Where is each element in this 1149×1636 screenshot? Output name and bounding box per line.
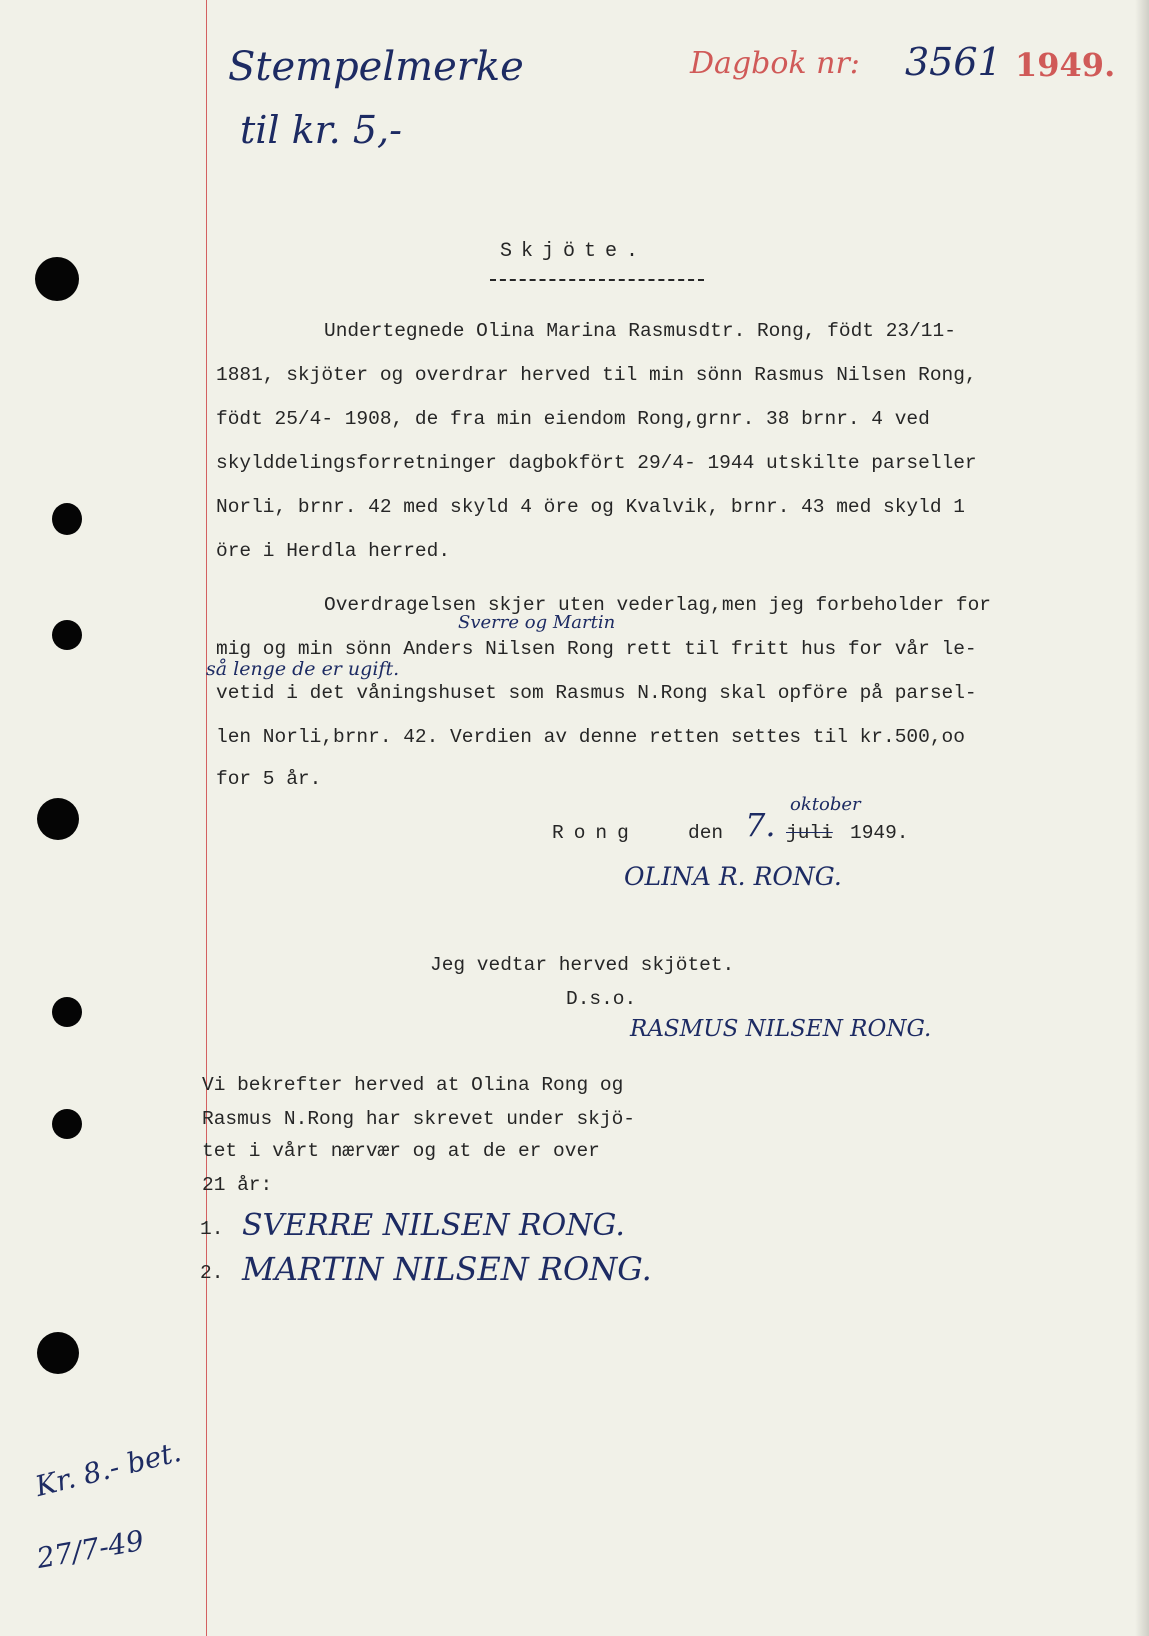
paragraph1-line: öre i Herdla herred. [216,540,451,562]
witness-line: tet i vårt nærvær og at de er over [202,1140,600,1162]
fee-note-line2: 27/7-49 [34,1523,147,1575]
dso-line: D.s.o. [566,988,637,1010]
binder-hole [52,503,82,535]
date-den: den [688,822,724,844]
paragraph2-line: vetid i det våningshuset som Rasmus N.Rong skal opföre på parsel- [216,682,977,704]
fee-note-line1: Kr. 8.- bet. [32,1434,185,1503]
binder-hole [52,1109,82,1139]
insert-saalenge: så lenge de er ugift. [206,658,400,680]
insert-sverre-martin: Sverre og Martin [458,612,616,633]
paragraph2-line: for 5 år. [216,768,322,790]
paragraph1-line: skylddelingsforretninger dagbokfört 29/4- 1944 utskilte parseller [216,452,977,474]
accept-line: Jeg vedtar herved skjötet. [430,954,735,976]
dagbok-year: 1949. [1015,46,1116,84]
paragraph2-line: len Norli,brnr. 42. Verdien av denne retten settes til kr.500,oo [216,726,965,748]
date-place: Rong [552,822,639,844]
date-year: 1949. [850,822,909,844]
witness1-signature: SVERRE NILSEN RONG. [242,1208,625,1243]
witness2-number: 2. [200,1262,224,1284]
date-day: 7. [745,806,776,844]
witness-line: 21 år: [202,1174,273,1196]
stamp-fee-line1: Stempelmerke [228,44,524,90]
paragraph1-line: 1881, skjöter og overdrar herved til min sönn Rasmus Nilsen Rong, [216,364,977,386]
paragraph1-line: Norli, brnr. 42 med skyld 4 öre og Kvalvik, brnr. 43 med skyld 1 [216,496,965,518]
dagbok-number: 3561 [905,40,1002,84]
paragraph2-line: Overdragelsen skjer uten vederlag,men jeg forbeholder for [324,594,992,616]
date-month-hand: oktober [790,794,861,815]
dagbok-prefix: Dagbok nr: [690,46,860,81]
signature-olina: OLINA R. RONG. [624,862,842,891]
paragraph1-line: födt 25/4- 1908, de fra min eiendom Rong,grnr. 38 brnr. 4 ved [216,408,930,430]
witness-line: Vi bekrefter herved at Olina Rong og [202,1074,624,1096]
binder-hole [37,1332,79,1374]
document-title: Skjöte. [500,240,648,263]
signature-rasmus: RASMUS NILSEN RONG. [630,1016,932,1042]
margin-rule [206,0,207,1636]
stamp-fee-line2: til kr. 5,- [240,108,402,152]
binder-hole [35,257,79,301]
binder-hole [37,798,79,840]
date-month-struck: juli [786,822,833,844]
binder-hole [52,997,82,1027]
title-underline [490,279,704,281]
witness2-signature: MARTIN NILSEN RONG. [242,1250,652,1288]
paragraph2-line: mig og min sönn Anders Nilsen Rong rett til fritt hus for vår le- [216,638,977,660]
binder-hole [52,620,82,650]
witness-line: Rasmus N.Rong har skrevet under skjö- [202,1108,635,1130]
paragraph1-line: Undertegnede Olina Marina Rasmusdtr. Rong, födt 23/11- [324,320,956,342]
witness1-number: 1. [200,1218,224,1240]
